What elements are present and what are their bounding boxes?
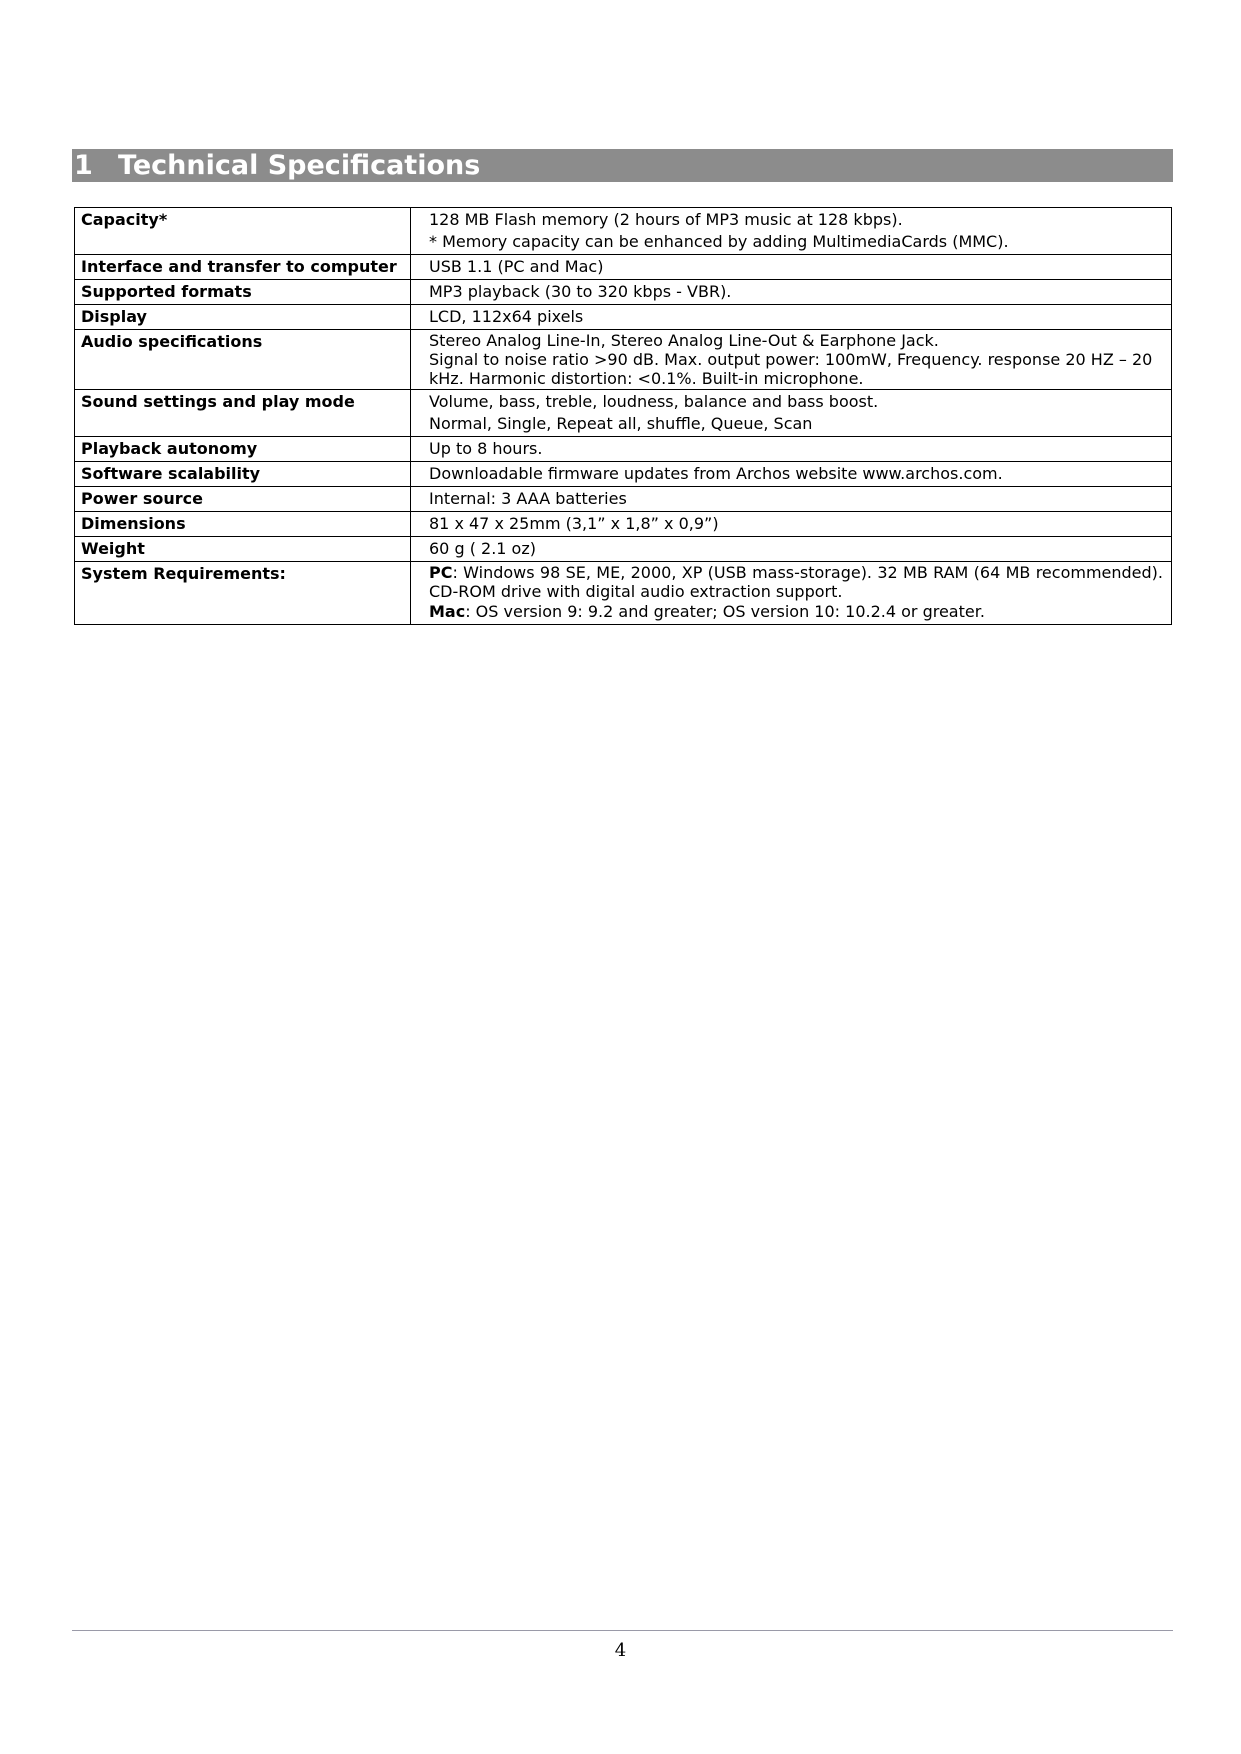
spec-label: Dimensions bbox=[75, 512, 411, 537]
spec-value-line: Signal to noise ratio >90 dB. Max. output power: 100mW, Frequency. response 20 HZ – 20 kHz. Harmonic distortion: <0.1%. Built-in microphone. bbox=[429, 350, 1153, 388]
spec-label: Capacity* bbox=[75, 208, 411, 255]
spec-value-line: USB 1.1 (PC and Mac) bbox=[429, 257, 604, 276]
spec-label: Supported formats bbox=[75, 280, 411, 305]
table-row bbox=[75, 537, 1172, 562]
page-number: 4 bbox=[614, 1640, 627, 1661]
spec-value bbox=[411, 390, 1172, 437]
table-row bbox=[75, 487, 1172, 512]
spec-value bbox=[411, 280, 1172, 305]
spec-value-line: 60 g ( 2.1 oz) bbox=[429, 539, 536, 558]
spec-value-line bbox=[429, 601, 1163, 623]
spec-value-line: Internal: 3 AAA batteries bbox=[429, 489, 627, 508]
spec-value bbox=[411, 305, 1172, 330]
spec-value bbox=[411, 208, 1172, 255]
spec-value-line: Stereo Analog Line-In, Stereo Analog Line-Out & Earphone Jack. bbox=[429, 331, 939, 350]
spec-value-line: Up to 8 hours. bbox=[429, 439, 543, 458]
table-row bbox=[75, 208, 1172, 255]
table-row bbox=[75, 437, 1172, 462]
spec-value-line: 81 x 47 x 25mm (3,1” x 1,8” x 0,9”) bbox=[429, 514, 719, 533]
pc-requirements: : Windows 98 SE, ME, 2000, XP (USB mass-storage). 32 MB RAM (64 MB recommended). CD-ROM drive with digital audio extraction support. bbox=[429, 563, 1163, 601]
table-row bbox=[75, 255, 1172, 280]
spec-value bbox=[411, 437, 1172, 462]
mac-requirements: : OS version 9: 9.2 and greater; OS version 10: 10.2.4 or greater. bbox=[465, 602, 985, 621]
spec-value-line: MP3 playback (30 to 320 kbps - VBR). bbox=[429, 282, 732, 301]
spec-value-line bbox=[429, 563, 1163, 601]
spec-value-line: Downloadable firmware updates from Archos website www.archos.com. bbox=[429, 464, 1003, 483]
table-row bbox=[75, 390, 1172, 437]
spec-value-line: LCD, 112x64 pixels bbox=[429, 307, 584, 326]
spec-label: Weight bbox=[75, 537, 411, 562]
spec-value bbox=[411, 487, 1172, 512]
spec-value-line: Normal, Single, Repeat all, shuffle, Queue, Scan bbox=[429, 414, 813, 433]
spec-value bbox=[411, 330, 1172, 390]
spec-label: System Requirements: bbox=[75, 562, 411, 625]
spec-value-line: 128 MB Flash memory (2 hours of MP3 music at 128 kbps). bbox=[429, 210, 903, 229]
section-number: 1 bbox=[74, 150, 93, 181]
table-row bbox=[75, 562, 1172, 625]
spec-value bbox=[411, 562, 1172, 625]
spec-value bbox=[411, 255, 1172, 280]
spec-value bbox=[411, 512, 1172, 537]
spec-value bbox=[411, 462, 1172, 487]
specifications-table bbox=[74, 207, 1172, 625]
spec-label: Display bbox=[75, 305, 411, 330]
spec-label: Software scalability bbox=[75, 462, 411, 487]
section-title: Technical Specifications bbox=[118, 150, 481, 181]
spec-value-line: * Memory capacity can be enhanced by adding MultimediaCards (MMC). bbox=[429, 232, 1009, 251]
table-row bbox=[75, 305, 1172, 330]
spec-label: Power source bbox=[75, 487, 411, 512]
spec-value bbox=[411, 537, 1172, 562]
pc-label: PC bbox=[429, 563, 453, 582]
spec-label: Audio specifications bbox=[75, 330, 411, 390]
section-heading bbox=[72, 149, 1173, 182]
table-row bbox=[75, 462, 1172, 487]
mac-label: Mac bbox=[429, 602, 466, 621]
spec-value-line: Volume, bass, treble, loudness, balance and bass boost. bbox=[429, 392, 879, 411]
table-row bbox=[75, 280, 1172, 305]
table-row bbox=[75, 330, 1172, 390]
spec-label: Playback autonomy bbox=[75, 437, 411, 462]
footer-divider bbox=[72, 1630, 1173, 1631]
spec-label: Sound settings and play mode bbox=[75, 390, 411, 437]
table-row bbox=[75, 512, 1172, 537]
spec-label: Interface and transfer to computer bbox=[75, 255, 411, 280]
